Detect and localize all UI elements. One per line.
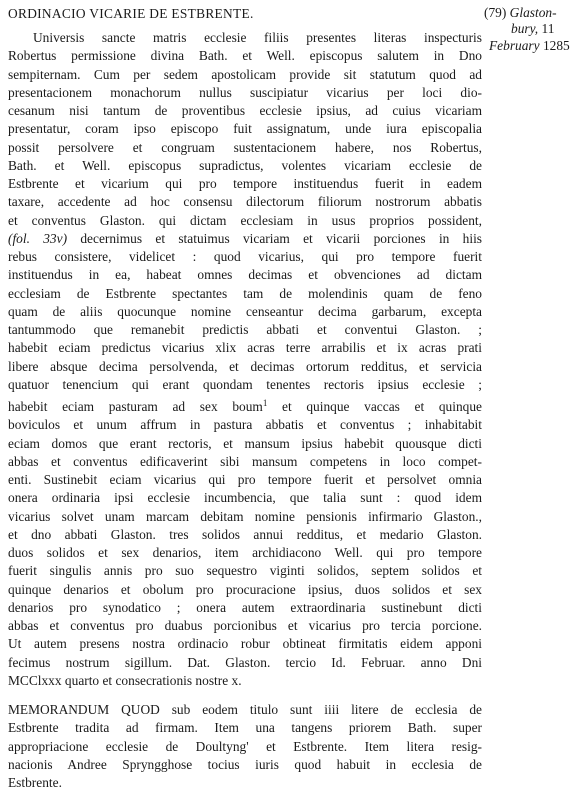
text-line: quinque denarios et obolum pro procuracione ipsius, duos solidos et sex [8,581,482,597]
margin-note-place-2: bury, [511,21,539,37]
text-line: fecimus nostrum sigillum. Dat. Glaston. tercio Id. Februar. anno Dni [8,654,482,670]
margin-note-number: (79) [484,5,507,20]
text-line: eciam domos que erant rectoris, et mansum ipsius habebit quousque dicti [8,435,482,451]
text-line-with-footnote [8,394,482,416]
memorandum-line: nacionis Andree Spryngghose tocius iuris quod habuit in ecclesia de [8,756,482,772]
text-line: vicarius solvet unam marcam debitam nomine pensionis infirmario Glaston., [8,508,482,524]
margin-note-month: February [489,37,540,53]
text-line: duos solidos et sex denarios, item archidiacono Well. qui pro tempore [8,545,482,560]
text-line: Robertus permissione divina Bath. et Well. episcopus salutem in Dno [8,48,482,64]
margin-note-line-2 [484,21,575,37]
ordinance-text [8,29,482,792]
text-line: quam de aliis quocunque nomine censeantur decima garbarum, excepta [8,303,482,319]
memorandum-line: MEMORANDUM QUOD sub eodem titulo sunt iiii litere de ecclesia de [8,702,482,717]
text-line: Universis sancte matris ecclesie filiis presentes literas inspecturis [33,30,482,45]
text-line: possit persolvere et congruam sustentacionem habere, nos Robertus, [8,139,482,155]
text-line: Bath. et Well. episcopus supradictus, volentes vicariam ecclesie de [8,157,482,173]
footnote-marker: 1 [262,398,268,408]
text-line: Estbrente et vicarium qui pro tempore instituendus fuerit in eadem [8,176,482,191]
memorandum-line: appropriacione ecclesie de Doultyng' et Estbrente. Item litera resig- [8,738,482,754]
text-line: denarios pro synodatico ; onera autem extraordinaria sustinebunt dicti [8,599,482,615]
memorandum-line: Estbrente tradita ad firmam. Item una tangens priorem Bath. super [8,720,482,736]
text-line: instituendus in ea, habeat omnes decimas et obvenciones ad dictam [8,267,482,283]
text-line: libere absque decima persolvenda, et decimas ortorum redditus, et servicia [8,358,482,374]
text-line: presentatur, coram ipso episcopo fuit assignatum, unde iura episcopalia [8,121,482,137]
text-line: MCClxxx quarto et consecrationis nostre x. [8,672,242,688]
text-line: habebit eciam predictus vicarius xlix acras terre arrabilis et ix acras prati [8,340,482,356]
text-line-with-folio [8,230,482,248]
margin-note [484,5,575,54]
text-line: Ut autem presens nostra ordinacio robur obtineat firmitatis eidem apponi [8,636,482,652]
text-line-content: habebit eciam pasturam ad sex boum [8,399,263,414]
text-line: cesanum nisi tantum de proventibus ecclesie ipsius, ad cuius vicariam [8,103,482,118]
text-line: abbas et conventus pro duabus porcionibus et vicarius pro tercia porcione. [8,618,482,633]
margin-note-day: 11 [541,21,555,37]
text-line: ecclesiam de Estbrente spectantes tam de molendinis quam de feno [8,285,482,301]
text-line: boviculos et unum affrum in pastura abbatis et conventus ; inhabitabit [8,417,482,433]
text-line-tail: et quinque vaccas et quinque [282,399,482,414]
text-line: enti. Sustinebit eciam vicarius qui pro tempore fuerit et persolvet omnia [8,472,482,487]
paragraph-spacer [8,690,482,701]
text-line: presentacionem monachorum nullus suscipiatur vicarius per loci dio- [8,84,482,100]
memorandum-line: Estbrente. [8,775,62,790]
document-heading: ORDINACIO VICARIE DE ESTBRENTE. [8,6,254,21]
text-line: abbas et conventus edificaverint sibi mansum competens in loco compet- [8,453,482,469]
text-line-content: decernimus et statuimus vicariam et vicarii porciones in hiis [80,230,483,246]
text-line: tantummodo que remanebit predictis abbati et conventui Glaston. ; [8,322,482,337]
text-line: et dno abbati Glaston. tres solidos annui redditus, et medario Glaston. [8,526,482,542]
text-line: onera ordinaria ipsi ecclesie incumbencia, que talia sunt : quod idem [8,490,482,506]
margin-note-line-3 [484,38,575,54]
text-line: taxare, accedente ad hoc consensu dilectorum filiorum nostrorum abbatis [8,194,482,210]
margin-note-place-1: Glaston- [509,5,557,20]
margin-note-year: 1285 [542,37,570,53]
folio-reference: (fol. 33v) [8,230,68,246]
text-line: quatuor tenencium qui erant quondam tenentes rectoris ipsius ecclesie ; [8,376,482,392]
text-line: rebus consistere, videlicet : quod vicarius, qui pro tempore fuerit [8,249,482,264]
text-line: et conventus Glaston. qui dictam ecclesiam in usus proprios possident, [8,212,482,228]
text-line: fuerit singulis annis pro suo sequestro viginti solidos, septem solidos et [8,563,482,579]
text-line: sempiternam. Cum per sedem apostolicam provide sit statutum quod ad [8,66,482,82]
margin-note-line-1 [484,5,575,21]
